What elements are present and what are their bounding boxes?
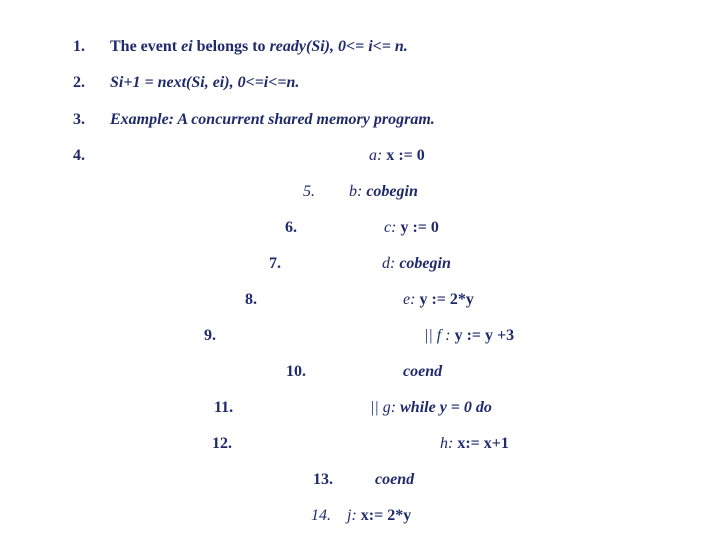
code-line-11-number: 11. [214,399,234,416]
code-text: cobegin [399,255,451,272]
code-line-7 [382,254,451,274]
code-text: y := y +3 [454,327,515,344]
code-line-6 [384,218,439,238]
code-text: cobegin [366,183,418,200]
code-line-6-number: 6. [285,219,297,236]
item-1-number: 1. [73,38,85,55]
code-label: a: [369,147,387,164]
item-1-text-d: ready(Si), 0<= i<= n. [269,38,408,55]
code-label: j: [347,507,361,524]
code-line-13: coend [375,471,415,488]
item-1-text [110,37,408,57]
code-label: || f : [424,327,455,344]
code-line-12 [440,434,509,454]
item-2-number: 2. [73,74,85,91]
code-line-11 [370,398,492,418]
code-line-8-number: 8. [245,291,257,308]
code-label: || g: [370,399,401,416]
code-line-9-number: 9. [204,327,216,344]
code-line-5-number: 5. [303,183,315,200]
item-2-text: Si+1 = next(Si, ei), 0<=i<=n. [110,74,300,91]
code-label: e: [403,291,420,308]
code-label: d: [382,255,400,272]
code-text: x := 0 [386,147,425,164]
code-line-12-number: 12. [212,435,232,452]
code-label: c: [384,219,401,236]
code-line-14-number: 14. [311,507,331,524]
item-3-text: Example: A concurrent shared memory program. [110,111,435,128]
item-1-text-c: belongs to [192,38,270,55]
code-text: y := 0 [400,219,439,236]
code-text: y := 2*y [419,291,474,308]
code-line-10-number: 10. [286,363,306,380]
code-line-14 [347,506,411,526]
item-1-text-b: ei [181,38,193,55]
code-line-8 [403,290,474,310]
code-label: b: [349,183,367,200]
code-line-13-number: 13. [313,471,333,488]
code-text: x:= x+1 [457,435,509,452]
code-line-7-number: 7. [269,255,281,272]
code-line-10: coend [403,363,443,380]
item-4-number: 4. [73,147,85,164]
item-1-text-a: The event [110,38,182,55]
item-3-number: 3. [73,111,85,128]
code-text: while y = 0 do [400,399,492,416]
code-text: x:= 2*y [360,507,412,524]
code-label: h: [440,435,458,452]
code-line-5 [349,182,418,202]
code-line-a [369,146,425,166]
code-line-9 [424,326,514,346]
